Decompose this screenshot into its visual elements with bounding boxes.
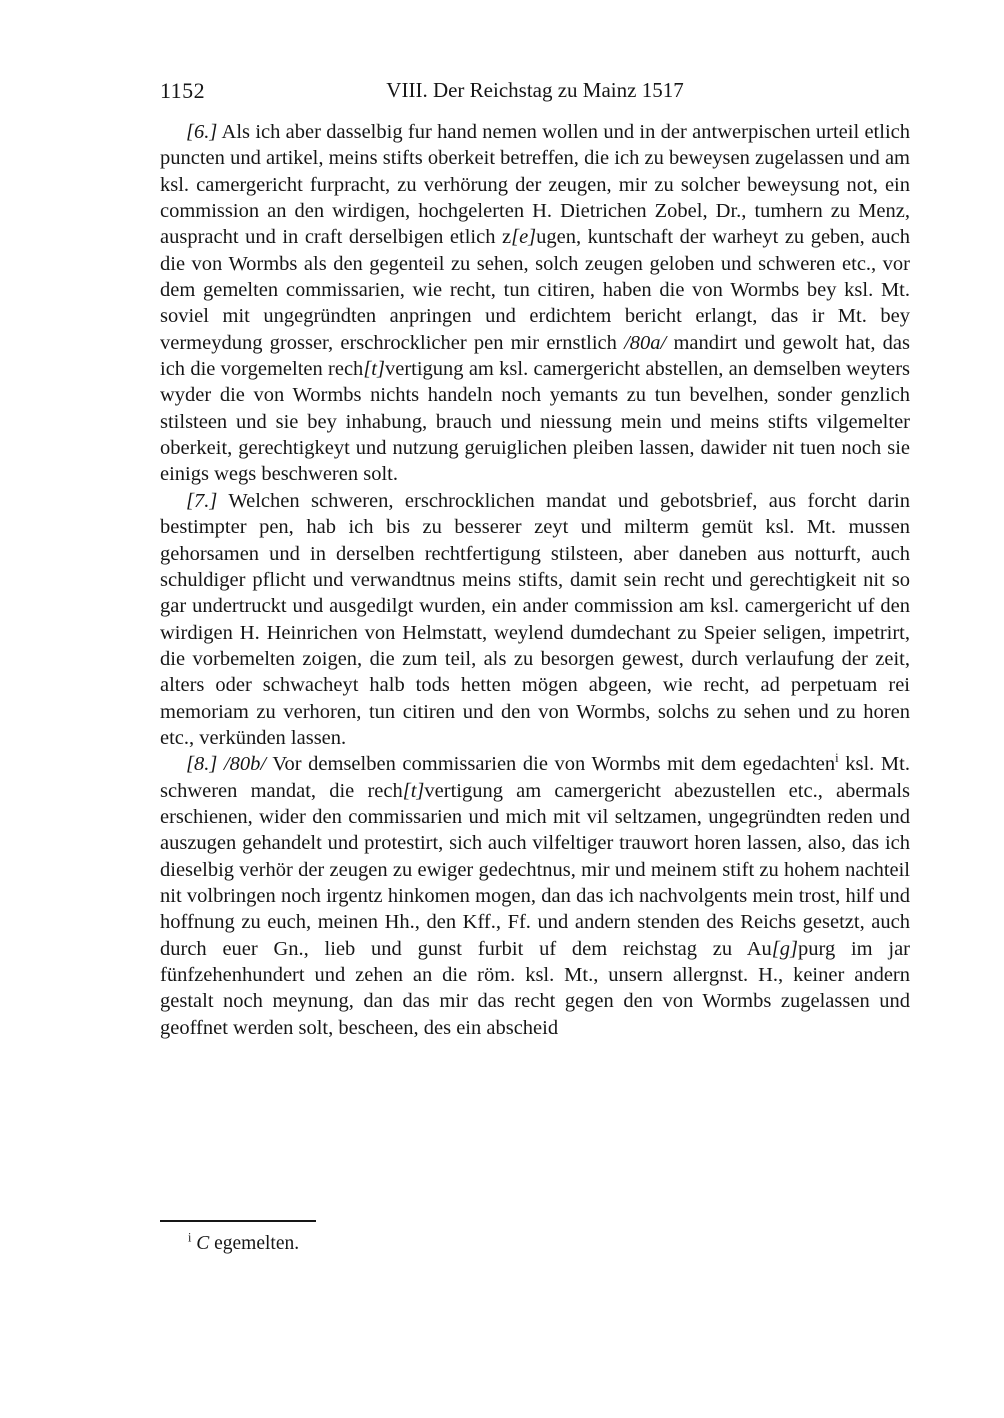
- footnote-section: [160, 1220, 910, 1256]
- page-number: 1152: [160, 78, 206, 103]
- paragraph-8: [160, 751, 910, 1041]
- paragraph-6: [160, 119, 910, 488]
- paragraph-6-marker: [6.]: [186, 121, 218, 143]
- text-segment: egemelten.: [209, 1233, 300, 1254]
- paragraph-8-marker: [8.] /80b/: [186, 753, 267, 776]
- editorial-insertion: [g]: [771, 937, 798, 960]
- text-segment: ugen, kuntschaft der warheyt zu geben, auch die von Wormbs als den gegenteil zu sehen, solch zeugen geloben und schweren etc., vor dem gemelten commissarien, wie recht, tun citiren, haben die von Wormbs bey ksl. Mt. soviel mit ungegründten anpringen und erdichtem bericht erlangt, das ir Mt. bey vermeydung grosser, erschrocklicher pen mir ernstlich: [160, 226, 911, 354]
- folio-marker-80a: /80a/: [624, 331, 667, 354]
- text-block: [160, 119, 910, 1041]
- text-segment: mandirt und gewolt hat, das ich die vorgemelten rech: [160, 331, 910, 381]
- text-segment: ksl. Mt. schweren mandat, die rech: [160, 753, 910, 802]
- footnote-ref-i: i: [835, 751, 839, 766]
- footnote-marker-i: i: [188, 1230, 192, 1245]
- editorial-insertion: [t]: [402, 779, 425, 802]
- paragraph-7-marker: [7.]: [186, 489, 218, 512]
- text-segment: purg im jar fünfzehenhundert und zehen an die röm. ksl. Mt., unsern allergnst. H., keiner andern gestalt noch meynung, dan das mir das recht gegen den von Wormbs zugelassen und geoffnet werden solt, bescheen, des ein abscheid: [160, 937, 910, 1039]
- text-segment: Vor demselben commissarien die von Wormbs mit dem egedachten: [266, 753, 836, 776]
- running-header: VIII. Der Reichstag zu Mainz 1517: [386, 78, 684, 102]
- footnote: [160, 1231, 910, 1256]
- page-header: [160, 78, 910, 104]
- text-segment: vertigung am camergericht abezustellen etc., abermals erschienen, wider den commissarien und mich mit vil seltzamen, ungegründten reden und auszugen gehandelt und protestirt, sich auch vilfeltiger trauwort horen lassen, also, das ich dieselbig verhör der zeugen zu ewiger gedechtnus, mir und meinem stift zu hohem nachteil nit volbringen noch irgentz hinkomen mogen, dan das ich nachvolgents mein trost, hilf und hoffnung zu euch, meinen Hh., den Kff., Ff. und andern stenden des Reichs gesetzt, auch durch euer Gn., lieb und gunst furbit uf dem reichstag zu Au: [160, 779, 910, 960]
- editorial-insertion: [t]: [363, 358, 385, 381]
- text-segment: Welchen schweren, erschrocklichen mandat und gebotsbrief, aus forcht darin bestimpter pen, hab ich bis zu besserer zeyt und milterm gemüt ksl. Mt. mussen gehorsamen und in derselben rechtfertigung stilsteen, aber daneben aus notturft, auch schuldiger pflicht und verwandtnus meins stifts, damit sein recht und gerechtigkeit nit so gar undertruckt und ausgedilgt wurden, ein ander commission am ksl. camergericht uf den wirdigen H. Heinrichen von Helmstatt, weylend dumdechant zu Speier seligen, impetrirt, die vorbemelten zoigen, die zum teil, als zu besorgen gewest, durch verlaufung der zeit, alters oder schwacheyt halb tods hetten mögen abgeen, wie recht, ad perpetuam rei memoriam zu verhoren, tun citiren und den von Wormbs, solchs zu sehen und zu horen etc., verkünden lassen.: [160, 489, 910, 749]
- editorial-insertion: [e]: [511, 226, 537, 249]
- text-segment: vertigung am ksl. camergericht abstellen, an demselben weyters wyder die von Wormbs nichts handeln noch yemants zu tun bevelhen, sonder genzlich stilsteen und sie bey inhabung, brauch und niessung mein und meins stifts vilgemelter oberkeit, gerechtigkeyt und nutzung geruiglichen pleiben lassen, dawider nit tuen noch sie einigs wegs beschweren solt.: [160, 358, 910, 486]
- siglum-C: C: [196, 1233, 210, 1254]
- paragraph-7: [160, 488, 910, 751]
- footnote-rule: [160, 1220, 316, 1222]
- text-segment: Als ich aber dasselbig fur hand nemen wollen und in der antwerpischen urteil etlich puncten und artikel, meins stifts oberkeit betreffen, die ich zu beweysen zugelassen und am ksl. camergericht furpracht, zu verhörung der zeugen, mir zu solcher beweysung not, ein commission an den wirdigen, hochgelerten H. Dietrichen Zobel, Dr., tumhern zu Menz, auspracht und in craft derselbigen etlich z: [160, 121, 910, 249]
